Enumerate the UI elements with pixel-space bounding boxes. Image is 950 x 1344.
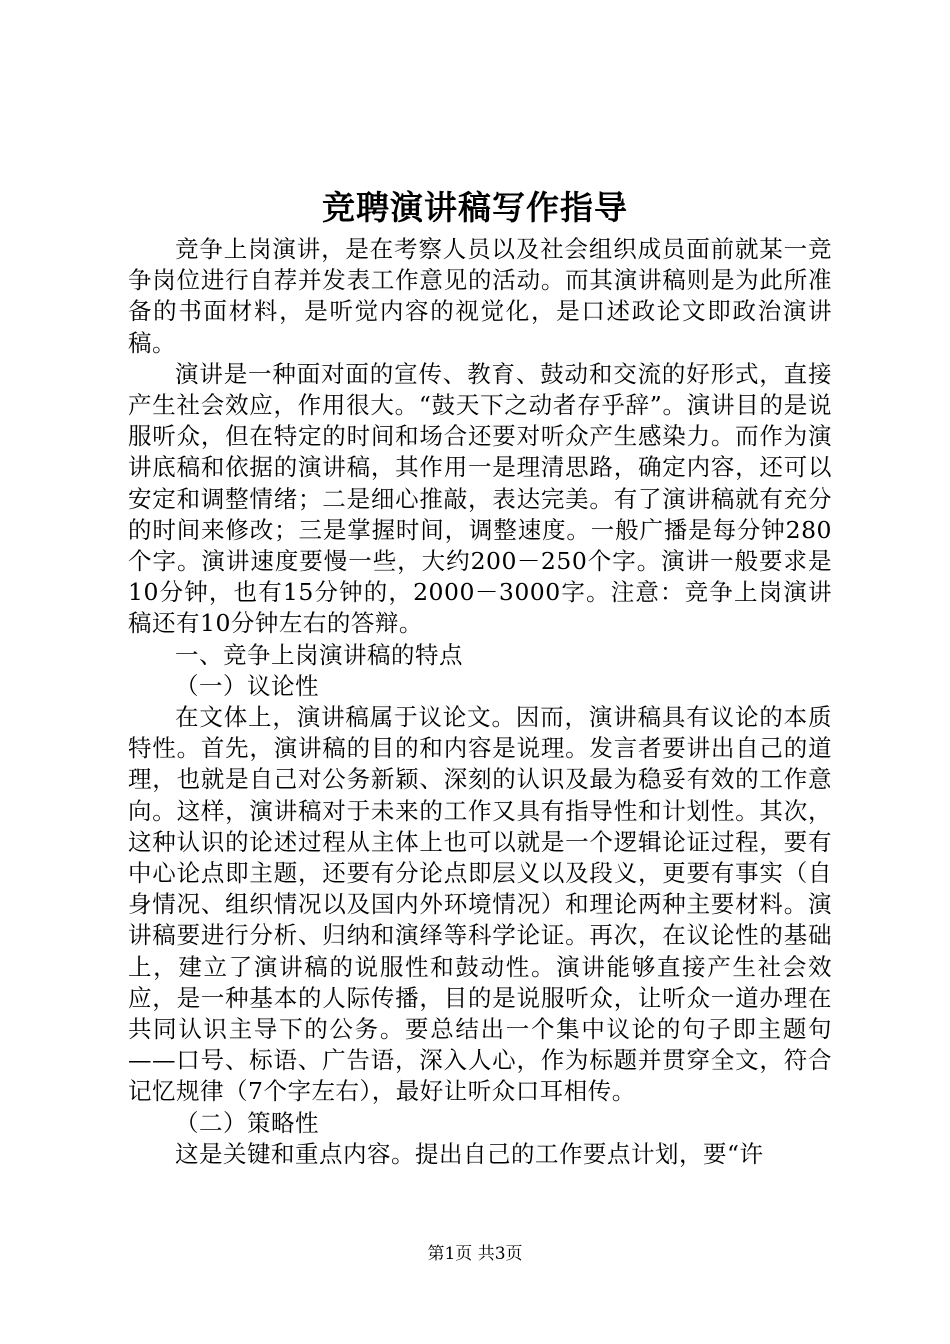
- subsection-heading: （一）议论性: [175, 671, 319, 700]
- document-title: 竞聘演讲稿写作指导: [322, 188, 628, 227]
- document-body: [128, 234, 832, 1170]
- section-heading: 一、竞争上岗演讲稿的特点: [175, 640, 463, 669]
- page-number-footer: 第1页 共3页: [427, 1244, 523, 1264]
- body-paragraph: 这是关键和重点内容。提出自己的工作要点计划，要“许: [175, 1139, 764, 1168]
- subsection-heading: （二）策略性: [175, 1108, 319, 1137]
- body-paragraph: 竞争上岗演讲，是在考察人员以及社会组织成员面前就某一竞争岗位进行自荐并发表工作意见的活动。而其演讲稿则是为此所准备的书面材料，是听觉内容的视觉化，是口述政论文即政治演讲稿。: [128, 235, 832, 357]
- body-paragraph: 在文体上，演讲稿属于议论文。因而，演讲稿具有议论的本质特性。首先，演讲稿的目的和内容是说理。发言者要讲出自己的道理，也就是自己对公务新颖、深刻的认识及最为稳妥有效的工作意向。这样，演讲稿对于未来的工作又具有指导性和计划性。其次，这种认识的论述过程从主体上也可以就是一个逻辑论证过程，要有中心论点即主题，还要有分论点即层义以及段义，更要有事实（自身情况、组织情况以及国内外环境情况）和理论两种主要材料。演讲稿要进行分析、归纳和演绎等科学论证。再次，在议论性的基础上，建立了演讲稿的说服性和鼓动性。演讲能够直接产生社会效应，是一种基本的人际传播，目的是说服听众，让听众一道办理在共同认识主导下的公务。要总结出一个集中议论的句子即主题句——口号、标语、广告语，深入人心，作为标题并贯穿全文，符合记忆规律（7个字左右），最好让听众口耳相传。: [128, 703, 832, 1106]
- body-paragraph: 演讲是一种面对面的宣传、教育、鼓动和交流的好形式，直接产生社会效应，作用很大。“鼓天下之动者存乎辞”。演讲目的是说服听众，但在特定的时间和场合还要对听众产生感染力。而作为演讲底稿和依据的演讲稿，其作用一是理清思路，确定内容，还可以安定和调整情绪；二是细心推敲，表达完美。有了演讲稿就有充分的时间来修改；三是掌握时间，调整速度。一般广播是每分钟280个字。演讲速度要慢一些，大约200－250个字。演讲一般要求是10分钟，也有15分钟的，2000－3000字。注意：竞争上岗演讲稿还有10分钟左右的答辩。: [128, 359, 832, 638]
